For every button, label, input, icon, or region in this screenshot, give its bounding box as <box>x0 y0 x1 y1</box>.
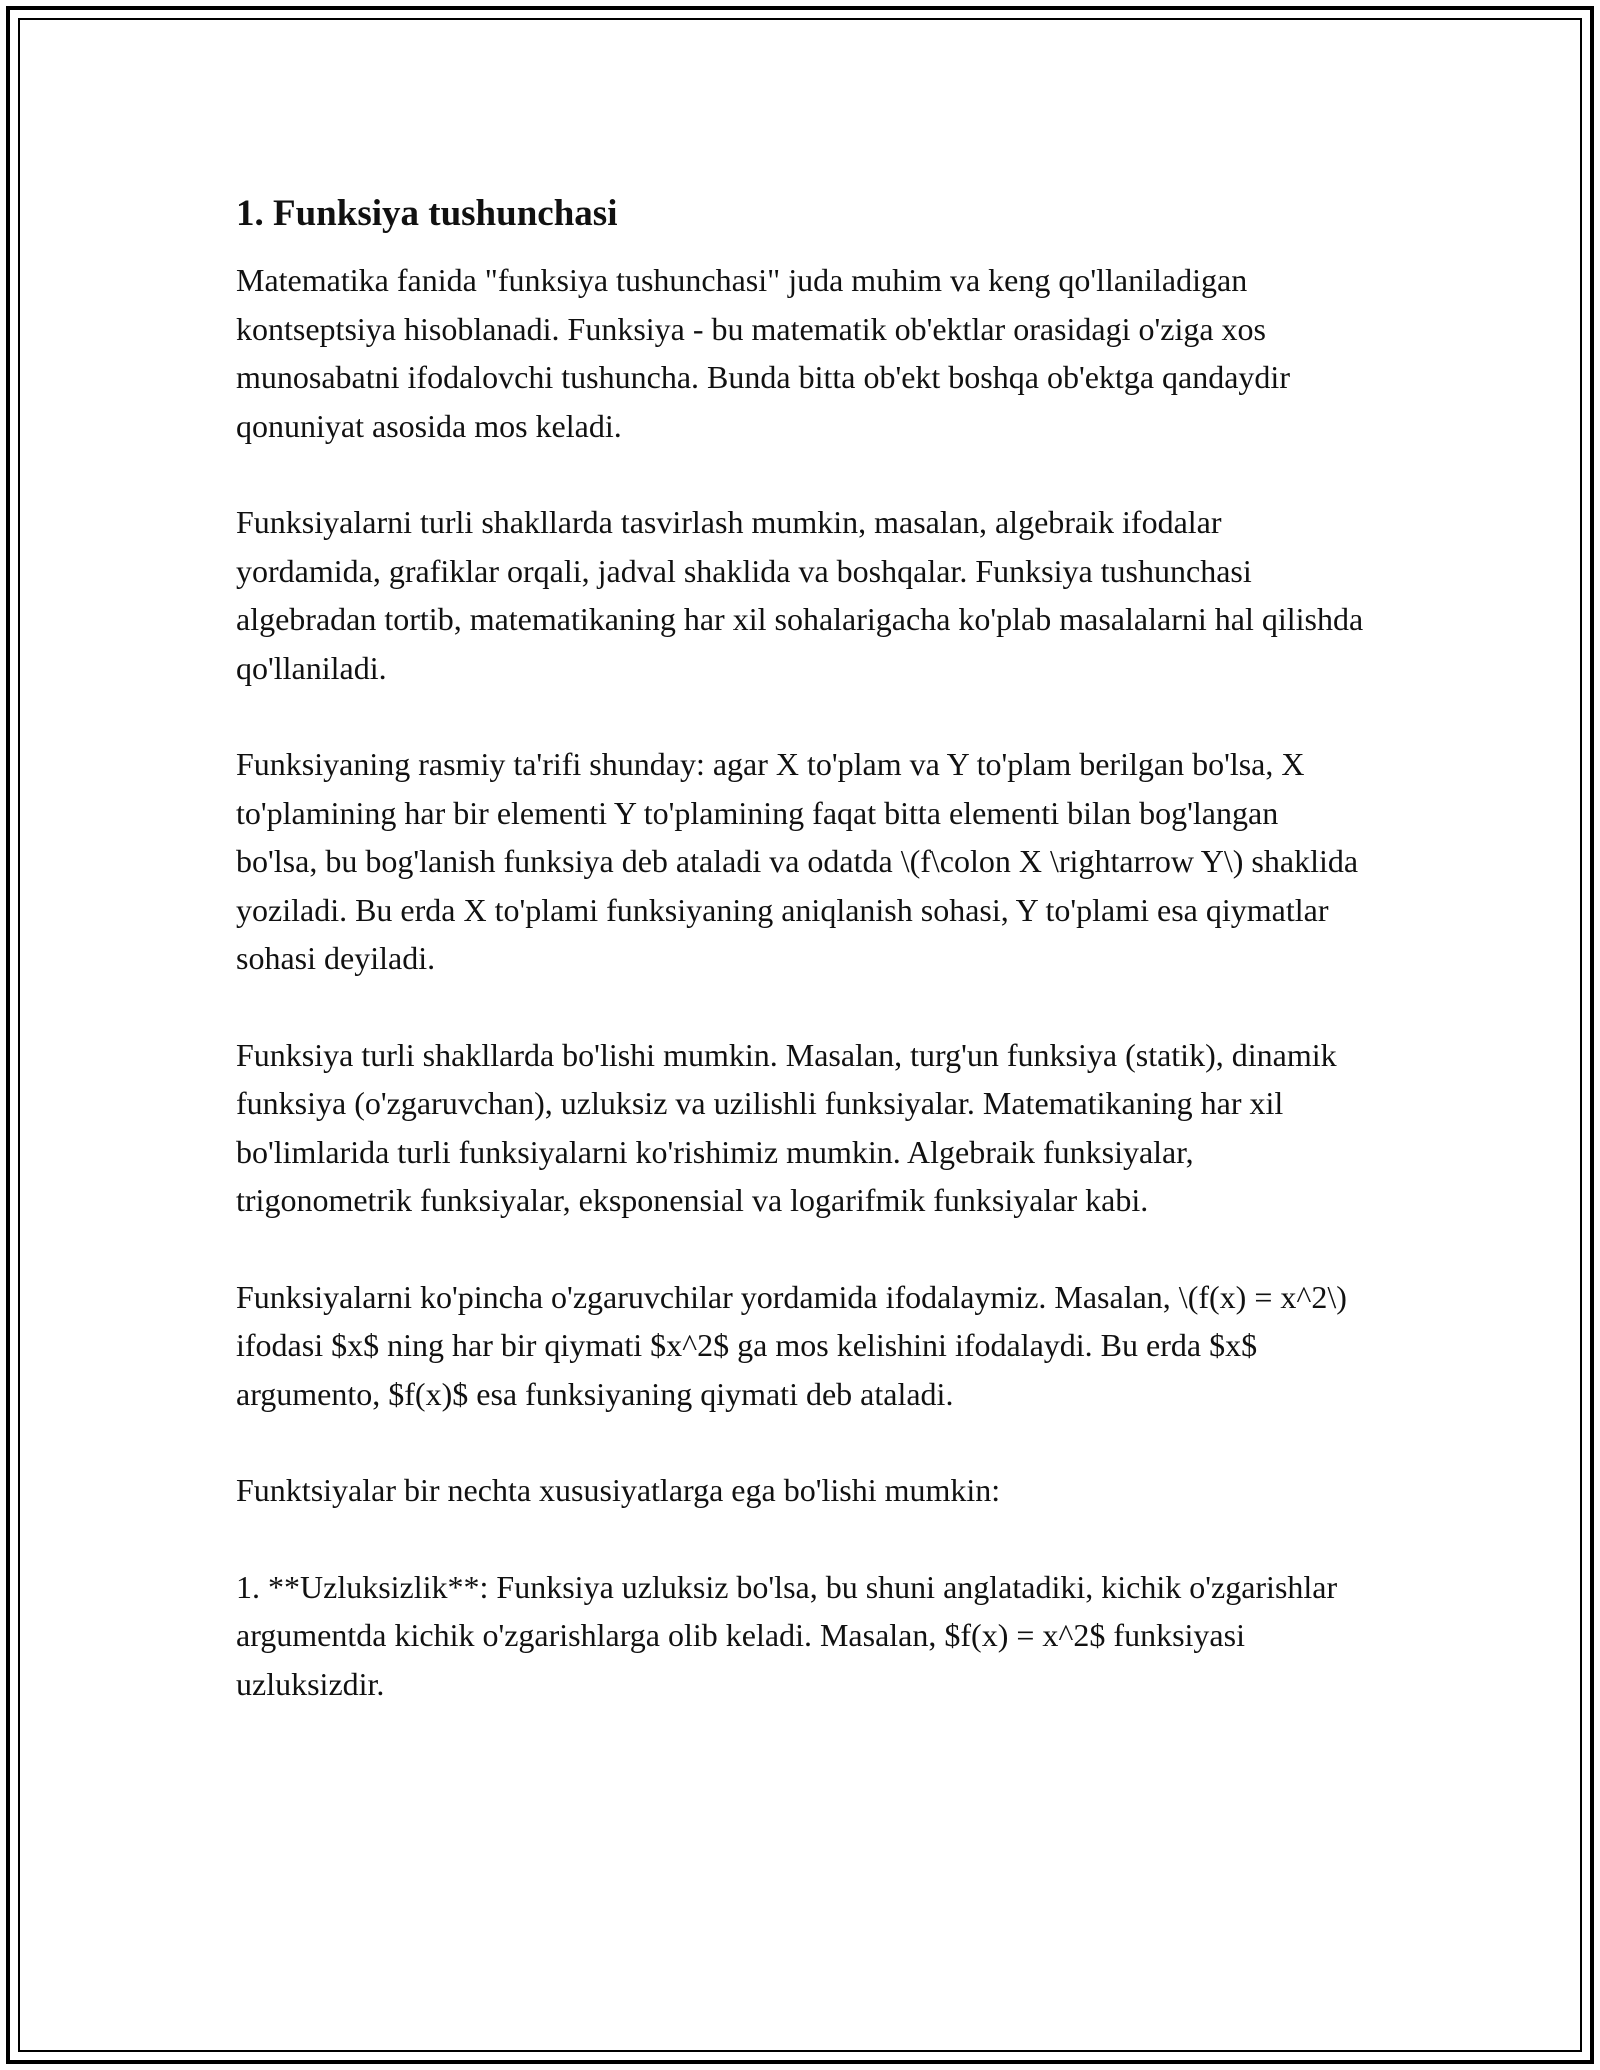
paragraph-function-types: Funksiya turli shakllarda bo'lishi mumkin. Masalan, turg'un funksiya (statik), dinamik funksiya (o'zgaruvchan), uzluksiz va uzilishli funksiyalar. Matematikaning har xil bo'limlarida turli funksiyalarni ko'rishimiz mumkin. Algebraik funksiyalar, trigonometrik funksiyalar, eksponensial va logarifmik funksiyalar kabi. <box>236 1036 1337 1218</box>
section-heading: 1. Funksiya tushunchasi <box>236 193 618 234</box>
paragraph-representations: Funksiyalarni turli shakllarda tasvirlash mumkin, masalan, algebraik ifodalar yordamida, grafiklar orqali, jadval shaklida va boshqalar. Funksiya tushunchasi algebradan tortib, matematikaning har xil sohalarigacha ko'plab masalalarni hal qilishda qo'llaniladi. <box>236 504 1364 686</box>
paragraph-properties-intro: Funktsiyalar bir nechta xususiyatlarga ega bo'lishi mumkin: <box>236 1472 1001 1508</box>
paragraph-formal-definition: Funksiyaning rasmiy ta'rifi shunday: agar X to'plam va Y to'plam berilgan bo'lsa, X to'plamining har bir elementi Y to'plamining faqat bitta elementi bilan bog'langan bo'lsa, bu bog'lanish funksiya deb ataladi va odatda \(f\colon X \rightarrow Y\) shaklida yoziladi. Bu erda X to'plami funksiyaning aniqlanish sohasi, Y to'plami esa qiymatlar sohasi deyiladi. <box>236 746 1359 976</box>
paragraph-variables: Funksiyalarni ko'pincha o'zgaruvchilar yordamida ifodalaymiz. Masalan, \(f(x) = x^2\) ifodasi $x$ ning har bir qiymati $x^2$ ga mos kelishini ifodalaydi. Bu erda $x$ argumento, $f(x)$ esa funksiyaning qiymati deb ataladi. <box>236 1278 1347 1412</box>
document-body <box>236 186 1366 1708</box>
paragraph-definition-intro: Matematika fanida "funksiya tushunchasi" juda muhim va keng qo'llaniladigan kontseptsiya hisoblanadi. Funksiya - bu matematik ob'ektlar orasidagi o'ziga xos munosabatni ifodalovchi tushuncha. Bunda bitta ob'ekt boshqa ob'ektga qandaydir qonuniyat asosida mos keladi. <box>236 262 1290 444</box>
paragraph-continuity: 1. **Uzluksizlik**: Funksiya uzluksiz bo'lsa, bu shuni anglatadiki, kichik o'zgarishlar argumentda kichik o'zgarishlarga olib keladi. Masalan, $f(x) = x^2$ funksiyasi uzluksizdir. <box>236 1568 1338 1702</box>
